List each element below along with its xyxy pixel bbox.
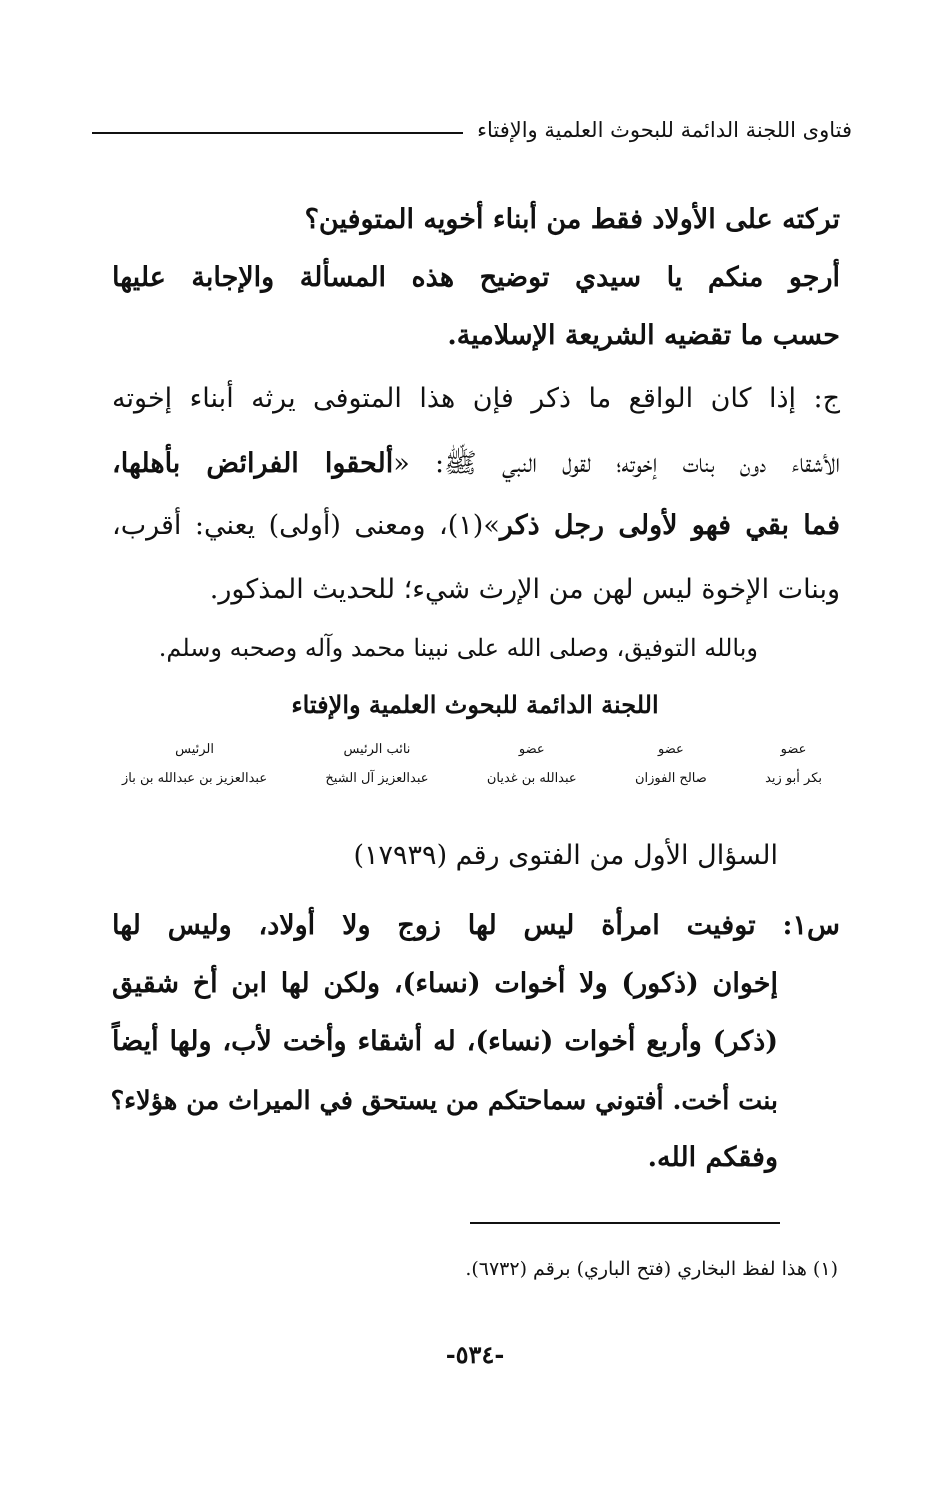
- answer1-line-3: [112, 510, 840, 541]
- member-role: عضو: [518, 742, 545, 757]
- page-header: [92, 118, 852, 142]
- committee-title: اللجنة الدائمة للبحوث العلمية والإفتاء: [291, 690, 659, 719]
- member-role: نائب الرئيس: [343, 742, 411, 757]
- fatwa2-question-line-4: بنت أخت. أفتوني سماحتكم من يستحق في الميراث من هؤلاء؟: [110, 1086, 778, 1116]
- committee-member: [635, 742, 707, 786]
- member-name: عبدالله بن غديان: [486, 771, 577, 786]
- fatwa2-question-line-5: وفقكم الله.: [647, 1142, 778, 1173]
- member-role: عضو: [780, 742, 807, 757]
- member-name: عبدالعزيز بن عبدالله بن باز: [122, 771, 268, 786]
- member-name: صالح الفوزان: [635, 771, 707, 786]
- fatwa2-heading: السؤال الأول من الفتوى رقم (١٧٩٣٩): [353, 840, 778, 871]
- answer1-line-4: وبنات الإخوة ليس لهن من الإرث شيء؛ للحديث المذكور.: [209, 574, 840, 605]
- hadith-text-2: فما بقي فهو لأولى رجل ذكر: [499, 510, 841, 541]
- fatwa2-question-line-1: س١: توفيت امرأة ليس لها زوج ولا أولاد، وليس لها: [112, 910, 840, 941]
- footnote-rule: [470, 1222, 780, 1224]
- page-number: -٥٣٤-: [445, 1340, 505, 1369]
- answer1-line-1: ج: إذا كان الواقع ما ذكر فإن هذا المتوفى يرثه أبناء إخوته: [112, 383, 840, 414]
- member-name: بكر أبو زيد: [765, 771, 822, 786]
- member-name: عبدالعزيز آل الشيخ: [325, 771, 429, 786]
- header-title: فتاوى اللجنة الدائمة للبحوث العلمية والإفتاء: [477, 118, 852, 142]
- question1-line-3: حسب ما تقضيه الشريعة الإسلامية.: [447, 320, 840, 351]
- answer1-line-2: [112, 446, 840, 486]
- committee-member: [325, 742, 428, 786]
- fatwa2-question-line-2: إخوان (ذكور) ولا أخوات (نساء)، ولكن لها ابن أخ شقيق: [112, 968, 778, 999]
- hadith-text-1: ألحقوا الفرائض بأهلها،: [112, 448, 394, 479]
- question1-line-2: أرجو منكم يا سيدي توضيح هذه المسألة والإجابة عليها: [112, 262, 840, 293]
- question1-line-1: تركته على الأولاد فقط من أبناء أخويه المتوفين؟: [304, 204, 840, 235]
- member-role: الرئيس: [175, 742, 214, 757]
- member-role: عضو: [658, 742, 684, 757]
- fatwa2-question-line-3: (ذكر) وأربع أخوات (نساء)، له أشقاء وأخت لأب، ولها أيضاً: [112, 1026, 778, 1057]
- header-rule: [92, 132, 463, 134]
- footnote: (١) هذا لفظ البخاري (فتح الباري) برقم (٦٧٣٢).: [465, 1258, 838, 1280]
- committee-member: [487, 742, 577, 786]
- committee-member: [765, 742, 822, 786]
- committee-members: [122, 742, 822, 786]
- answer1-line-2-plain: الأشقاء دون بنات إخوته؛ لقول النبي ﷺ: «: [393, 448, 840, 479]
- closing-line: وبالله التوفيق، وصلى الله على نبينا محمد وآله وصحبه وسلم.: [158, 634, 758, 662]
- committee-member: [122, 742, 267, 786]
- answer1-line-3-plain: »(١)، ومعنى (أولى) يعني: أقرب،: [112, 510, 500, 541]
